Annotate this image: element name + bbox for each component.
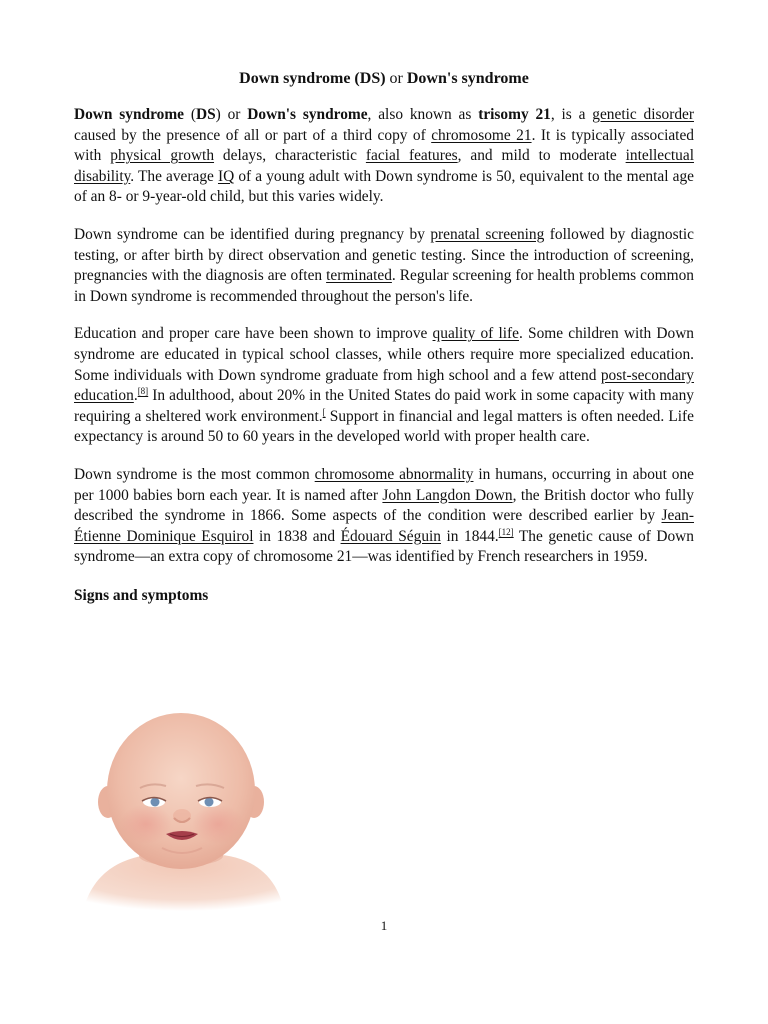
paragraph-diagnosis <box>74 225 694 307</box>
infant-head <box>107 713 255 869</box>
text: caused by the presence of all or part of a third copy of <box>74 126 432 144</box>
text: . It is typically associated with <box>74 126 694 165</box>
section-heading-signs-and-symptoms: Signs and symptoms <box>74 586 209 604</box>
text: , also known as <box>367 106 479 123</box>
title-part-2: Down's syndrome <box>406 70 529 87</box>
text: , is a <box>550 106 593 123</box>
document-title <box>74 68 694 90</box>
text: . Regular screening for health problems common in Down syndrome is recommended throughout the person's life. <box>74 267 694 305</box>
link-chromosome-abnormality[interactable]: chromosome abnormality <box>314 465 474 483</box>
text: followed by diagnostic testing, or after birth by direct observation and genetic testing. Since the introduction of screening, pregnancies with the diagnosis are often <box>74 225 694 285</box>
infant-left-cheek <box>120 804 172 844</box>
citation-truncated[interactable]: [ <box>322 406 326 417</box>
text: , and mild to moderate <box>457 147 626 165</box>
ellipse <box>173 809 191 823</box>
citation-12[interactable]: [12] <box>498 526 514 537</box>
text: . The average <box>130 167 218 185</box>
link-seguin[interactable]: Édouard Séguin <box>340 527 441 545</box>
text: delays, characteristic <box>214 147 366 165</box>
text: , the British doctor who fully described the syndrome in 1866. Some aspects of the condition were described earlier by <box>74 486 694 525</box>
text: In adulthood, about 20% in the United States do paid work in some capacity with many requiring a sheltered work environment. <box>74 387 694 425</box>
term-downs-syndrome: Down's syndrome <box>247 106 368 123</box>
paragraph-history <box>74 465 694 568</box>
link-intellectual-disability[interactable]: intellectual disability <box>74 147 694 185</box>
text: Down syndrome is the most common <box>74 465 315 483</box>
paragraph-intro <box>74 105 694 208</box>
document-body <box>74 105 694 607</box>
link-post-secondary-education[interactable]: post-secondary education <box>74 366 694 405</box>
text: . Some children with Down syndrome are educated in typical school classes, while others require more specialized education. Some individuals with Down syndrome graduate from high school and a few attend <box>74 325 694 384</box>
text: . <box>133 387 138 405</box>
page-number: 1 <box>380 918 388 933</box>
link-genetic-disorder[interactable]: genetic disorder <box>592 106 694 123</box>
text: Down syndrome can be identified during pregnancy by <box>74 225 431 243</box>
title-joiner: or <box>385 70 407 87</box>
text: Education and proper care have been shown to improve <box>74 325 433 343</box>
text: ) or <box>215 106 248 123</box>
title-part-1: Down syndrome (DS) <box>239 70 386 87</box>
infant-right-iris <box>205 798 214 807</box>
link-prenatal-screening[interactable]: prenatal screening <box>430 225 545 243</box>
link-physical-growth[interactable]: physical growth <box>110 147 215 165</box>
text: in 1838 and <box>253 527 341 545</box>
infant-left-iris <box>151 798 160 807</box>
infant-illustration <box>78 706 288 916</box>
text: in 1844. <box>440 527 499 545</box>
link-terminated[interactable]: terminated <box>326 267 392 285</box>
paragraph-education <box>74 324 694 448</box>
link-iq[interactable]: IQ <box>217 167 235 185</box>
text: of a young adult with Down syndrome is 50, equivalent to the mental age of an 8- or 9-year-old child, but this varies widely. <box>74 167 694 206</box>
link-esquirol[interactable]: Jean-Étienne Dominique Esquirol <box>74 507 694 545</box>
link-chromosome-21[interactable]: chromosome 21 <box>431 126 532 144</box>
link-john-langdon-down[interactable]: John Langdon Down <box>382 486 513 504</box>
link-facial-features[interactable]: facial features <box>365 147 458 165</box>
citation-8[interactable]: [8] <box>137 386 149 397</box>
term-trisomy-21: trisomy 21 <box>478 106 551 123</box>
term-ds: DS <box>195 106 216 123</box>
term-down-syndrome: Down syndrome <box>74 106 185 123</box>
text: Support in financial and legal matters is often needed. Life expectancy is around 50 to 60 years in the developed world with proper health care. <box>74 407 694 446</box>
text: The genetic cause of Down syndrome—an extra copy of chromosome 21—was identified by French researchers in 1959. <box>74 527 694 566</box>
infant-right-cheek <box>192 804 244 844</box>
link-quality-of-life[interactable]: quality of life <box>432 325 519 343</box>
text: in humans, occurring in about one per 1000 babies born each year. It is named after <box>74 465 695 504</box>
text: ( <box>184 106 196 123</box>
